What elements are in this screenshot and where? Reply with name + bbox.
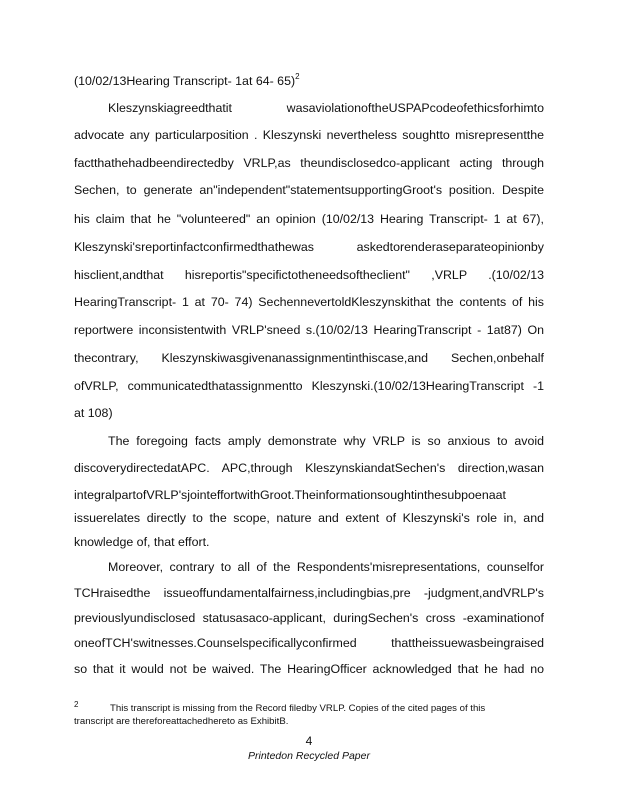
body-line: TCHraisedthe issueoffundamentalfairness,includingbias,pre -judgment,andVRLP's — [74, 586, 544, 600]
page-number: 4 — [305, 734, 313, 748]
body-line: Kleszynski'sreportinfactconfirmedthathewas askedtorenderaseparateopinionby — [74, 240, 544, 254]
body-line: at 108) — [74, 406, 113, 420]
footnote-line: This transcript is missing from the Record filedby VRLP. Copies of the cited pages of this — [110, 703, 486, 714]
body-line: issuerelates directly to the scope, nature and extent of Kleszynski's role in, and — [74, 511, 544, 525]
body-line: thecontrary, Kleszynskiwasgivenanassignmentinthiscase,and Sechen,onbehalf — [74, 351, 544, 365]
body-line: Kleszynskiagreedthatit wasaviolationoftheUSPAPcodeofethicsforhimto — [108, 101, 544, 115]
body-line: factthathehadbeendirectedby VRLP,as theundisclosedco-applicant acting through — [74, 156, 544, 170]
body-line: HearingTranscript- 1 at 70- 74) SechennevertoldKleszynskithat the contents of his — [74, 295, 544, 309]
body-line: knowledge of, that effort. — [74, 535, 210, 549]
body-line: hisclient,andthat hisreportis"specifictotheneedsoftheclient" ,VRLP .(10/02/13 — [74, 268, 544, 282]
body-line: his claim that he "volunteered" an opinion (10/02/13 Hearing Transcript- 1 at 67), — [74, 212, 544, 226]
body-line: Sechen, to generate an"independent"statementsupportingGroot's position. Despite — [74, 183, 544, 197]
printed-note: Printedon Recycled Paper — [248, 750, 370, 762]
body-line: reportwere inconsistentwith VRLP'sneed s.(10/02/13 HearingTranscript - 1at87) On — [74, 323, 544, 337]
footnote-line: transcript are thereforeattachedhereto as ExhibitB. — [74, 716, 289, 727]
body-line: ofVRLP, communicatedthatassignmentto Kleszynski.(10/02/13HearingTranscript -1 — [74, 379, 544, 393]
body-line: The foregoing facts amply demonstrate why VRLP is so anxious to avoid — [108, 434, 544, 448]
footnote-reference: 2 — [295, 72, 300, 81]
body-line: oneofTCH'switnesses.Counselspecificallyconfirmed thattheissuewasbeingraised — [74, 636, 544, 650]
body-line: (10/02/13Hearing Transcript- 1at 64- 65)$^2$ — [74, 72, 300, 88]
body-line: advocate any particularposition . Kleszynski nevertheless soughtto misrepresentthe — [74, 128, 544, 142]
body-line: previouslyundisclosed statusasaco-applicant, duringSechen's cross -examinationof — [74, 611, 544, 625]
body-line: so that it would not be waived. The HearingOfficer acknowledged that he had no — [74, 662, 544, 676]
body-line: discoverydirectedatAPC. APC,through KleszynskiandatSechen's direction,wasan — [74, 461, 544, 475]
footnote-marker: 2 — [74, 700, 79, 709]
body-line: Moreover, contrary to all of the Respondents'misrepresentations, counselfor — [108, 560, 544, 574]
body-line: integralpartofVRLP'sjointeffortwithGroot.Theinformationsoughtinthesubpoenaat — [74, 488, 506, 502]
